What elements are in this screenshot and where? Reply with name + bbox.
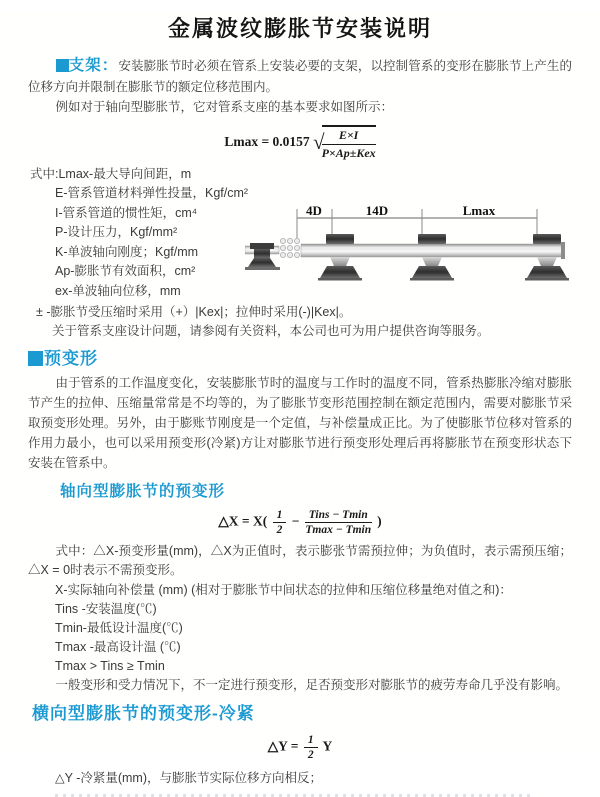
- document-page: [0, 12, 600, 785]
- axial-formula-note: 式中：△X-预变形量(mm)，△X为正值时，表示膨张节需预拉伸；为负值时，表示需预压缩；△X = 0时表示不需预变形。: [28, 543, 572, 577]
- axial-definition-line: Tins -安装温度(℃): [55, 601, 157, 616]
- bellows-coils: [280, 238, 299, 257]
- anchor-body: [254, 249, 270, 258]
- axial-definition-line: Tmin-最低设计温度(℃): [55, 620, 183, 635]
- section-bullet-icon: [56, 59, 69, 72]
- support-section-label: 支架：: [68, 57, 119, 74]
- fraction-numerator: 1: [273, 509, 287, 523]
- axial-definition-line: Tmax > Tins ≥ Tmin: [55, 658, 165, 673]
- lateral-preform-heading: 横向型膨胀节的预变形-冷紧: [32, 703, 255, 723]
- dx-formula-half-fraction: [273, 509, 287, 536]
- definition-line: I-管系管道的惯性矩，cm⁴: [55, 205, 198, 220]
- axial-closing-line: 一般变形和受力情况下，不一定进行预变形，足否预变形对膨胀节的疲劳寿命几乎没有影响。: [55, 677, 569, 692]
- anchor-plate: [245, 267, 280, 270]
- fraction-denominator: 2: [276, 523, 283, 536]
- support-section-text: 安装膨胀节时必须在管系上安装必要的支架，以控制管系的变形在膨胀节上产生的位移方向并限制在膨胀节的额定位移范围内。: [28, 59, 572, 94]
- pipe: [301, 244, 563, 257]
- fraction-denominator: Tmax − Tmin: [305, 523, 372, 536]
- dx-formula-lhs: △X = X(: [218, 513, 268, 529]
- plusminus-definition-line: ± -膨胀节受压缩时采用（+）|Kex|；拉伸时采用(-)|Kex|。: [36, 304, 352, 319]
- fraction-numerator: 1: [304, 734, 318, 748]
- definition-line: ex-单波轴向位移，mm: [55, 283, 181, 298]
- dy-formula-lhs: △Y =: [267, 738, 299, 754]
- dx-formula-minus: −: [291, 513, 300, 529]
- axial-definition-line: Tmax -最高设计温 (℃): [55, 639, 181, 654]
- definition-line: P-设计压力，Kgf/mm²: [55, 225, 178, 239]
- support-closing-line: 关于管系支座设计问题，请参阅有关资料，本公司也可为用户提供咨询等服务。: [52, 323, 490, 338]
- preform-section-header: [28, 347, 600, 371]
- dy-formula-half-fraction: [304, 734, 318, 761]
- support-paragraph: [28, 56, 572, 97]
- anchor-clamp: [250, 243, 274, 249]
- axial-preform-heading: 轴向型膨胀节的预变形: [60, 482, 226, 500]
- support-example-line: 例如对于轴向型膨胀节，它对管系支座的基本要求如图所示：: [55, 100, 394, 114]
- definition-line: K-单波轴向刚度；Kgf/mm: [55, 244, 199, 259]
- fraction-denominator: 2: [307, 748, 314, 761]
- radical-sign: √: [313, 130, 325, 154]
- pipe-endcap: [561, 242, 565, 259]
- definition-line: Ap-膨胀节有效面积，cm²: [55, 264, 196, 278]
- lmax-formula-fraction: [322, 125, 376, 161]
- preform-paragraph: 由于管系的工作温度变化，安装膨胀节时的温度与工作时的温度不同，管系热膨胀冷缩对膨胀节产生的拉伸、压缩量常常是不均等的，为了膨胀节变形范围控制在额定范围内，需要对膨胀节采取预变形处理。另外，由于膨账节刚度是一个定值，与补偿量成正比。为了使膨胀节位移对管系的作用力最小，也可以采用预变形(冷紧)方让对膨胀节进行预变形处理后再将膨胀节在预变形状态下安装在管系中。: [28, 375, 572, 470]
- lmax-formula: [0, 125, 600, 159]
- fraction-numerator: Tins − Tmin: [305, 509, 372, 523]
- preform-section-label: 预变形: [44, 348, 98, 368]
- definition-line: 式中:Lmax-最大导向间距，m: [30, 166, 192, 181]
- symbol-definitions: [28, 165, 600, 303]
- lateral-preform-formula: [0, 734, 600, 761]
- dy-formula-rhs: Y: [322, 738, 333, 754]
- section-bullet-icon: [28, 351, 43, 366]
- dim-label-lmax: Lmax: [462, 203, 496, 218]
- axial-preform-formula: [0, 509, 600, 536]
- lmax-formula-denominator: P×Ap±Kex: [321, 145, 376, 160]
- dim-label-14d: 14D: [365, 203, 389, 218]
- cutoff-next-line-artifact: [55, 794, 530, 797]
- dx-formula-temp-fraction: [305, 509, 372, 536]
- lmax-formula-numerator: E×I: [322, 127, 376, 145]
- pipe-support-diagram: [245, 204, 600, 296]
- dx-formula-close: ): [377, 513, 382, 529]
- definition-line: E-管系管道材料弹性投量，Kgf/cm²: [55, 186, 249, 200]
- lmax-formula-lhs: Lmax = 0.0157: [224, 133, 310, 149]
- page-title: 金属波纹膨胀节安装说明: [167, 16, 432, 41]
- lateral-formula-note: △Y -冷紧量(mm)，与膨胀节实际位移方向相反；: [55, 770, 323, 785]
- axial-definition-line: X-实际轴向补偿量 (mm) (相对于膨胀节中间状态的拉伸和压缩位移量绝对值之和)：: [55, 582, 512, 597]
- dim-label-4d: 4D: [306, 203, 322, 218]
- anchor-base: [248, 258, 276, 267]
